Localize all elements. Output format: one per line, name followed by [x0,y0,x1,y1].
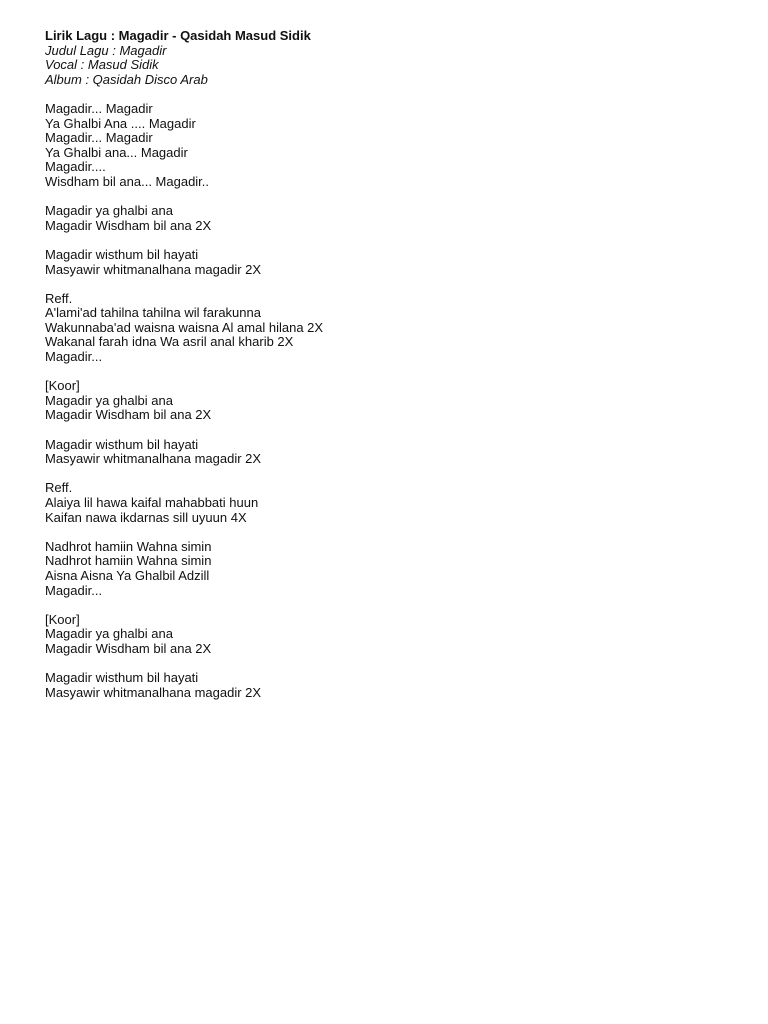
lyric-line: Magadir... [45,349,103,365]
stanza-gap [45,657,768,672]
lyric-line: Masyawir whitmanalhana magadir 2X [45,261,262,277]
lyric-stanza [45,204,768,233]
lyric-line: Masyawir whitmanalhana magadir 2X [45,684,262,700]
lyrics-header [45,29,768,87]
lyric-line: Magadir Wisdham bil ana 2X [45,640,212,656]
lyrics-body [45,87,768,700]
lyric-line: Magadir wisthum bil hayati [45,436,199,452]
lyric-line: Nadhrot hamiin Wahna simin [45,553,212,569]
lyric-line: Nadhrot hamiin Wahna simin [45,538,212,554]
lyric-line: Reff. [45,480,73,496]
lyric-stanza [45,540,768,598]
lyric-line: Magadir ya ghalbi ana [45,626,173,642]
lyric-stanza [45,102,768,190]
lyric-line: Magadir ya ghalbi ana [45,203,173,219]
lyric-line: Wisdham bil ana... Magadir.. [45,173,210,189]
lyric-line: Magadir ya ghalbi ana [45,392,173,408]
lyric-line: Wakunnaba'ad waisna waisna Al amal hilana 2X [45,319,324,335]
lyric-line: Masyawir whitmanalhana magadir 2X [45,451,262,467]
lyric-stanza [45,671,768,700]
stanza-gap [45,365,768,380]
lyric-line: Magadir.... [45,159,106,175]
lyric-line: Ya Ghalbi ana... Magadir [45,144,188,160]
lyric-line: Wakanal farah idna Wa asril anal kharib 2X [45,334,294,350]
stanza-gap [45,598,768,613]
lyric-line: Magadir Wisdham bil ana 2X [45,217,212,233]
lyric-line: Magadir wisthum bil hayati [45,246,199,262]
lyric-line: Magadir Wisdham bil ana 2X [45,407,212,423]
stanza-gap [45,87,768,102]
stanza-gap [45,277,768,292]
lyric-stanza [45,481,768,525]
lyric-stanza [45,292,768,365]
album-meta: Album : Qasidah Disco Arab [45,71,208,87]
vocal-meta: Vocal : Masud Sidik [45,57,159,73]
lyric-line: Magadir wisthum bil hayati [45,670,199,686]
lyric-line: Aisna Aisna Ya Ghalbil Adzill [45,567,210,583]
lyric-stanza [45,438,768,467]
lyric-line: Magadir... Magadir [45,130,153,146]
lyric-line: [Koor] [45,378,80,394]
stanza-gap [45,190,768,205]
stanza-gap [45,525,768,540]
stanza-gap [45,233,768,248]
lyric-stanza [45,248,768,277]
lyric-line: Magadir... Magadir [45,100,153,116]
lyric-line: Reff. [45,290,73,306]
lyric-line: [Koor] [45,611,80,627]
stanza-gap [45,423,768,438]
lyric-line: Ya Ghalbi Ana .... Magadir [45,115,196,131]
lyric-line: Magadir... [45,582,103,598]
stanza-gap [45,467,768,482]
lyric-line: Alaiya lil hawa kaifal mahabbati huun [45,495,259,510]
lyric-line: A'lami'ad tahilna tahilna wil farakunna [45,305,261,321]
lyric-stanza [45,613,768,657]
lyric-stanza [45,379,768,423]
document-title: Lirik Lagu : Magadir - Qasidah Masud Sidik [45,28,311,43]
song-title-meta: Judul Lagu : Magadir [45,42,167,58]
lyric-line: Kaifan nawa ikdarnas sill uyuun 4X [45,509,247,525]
